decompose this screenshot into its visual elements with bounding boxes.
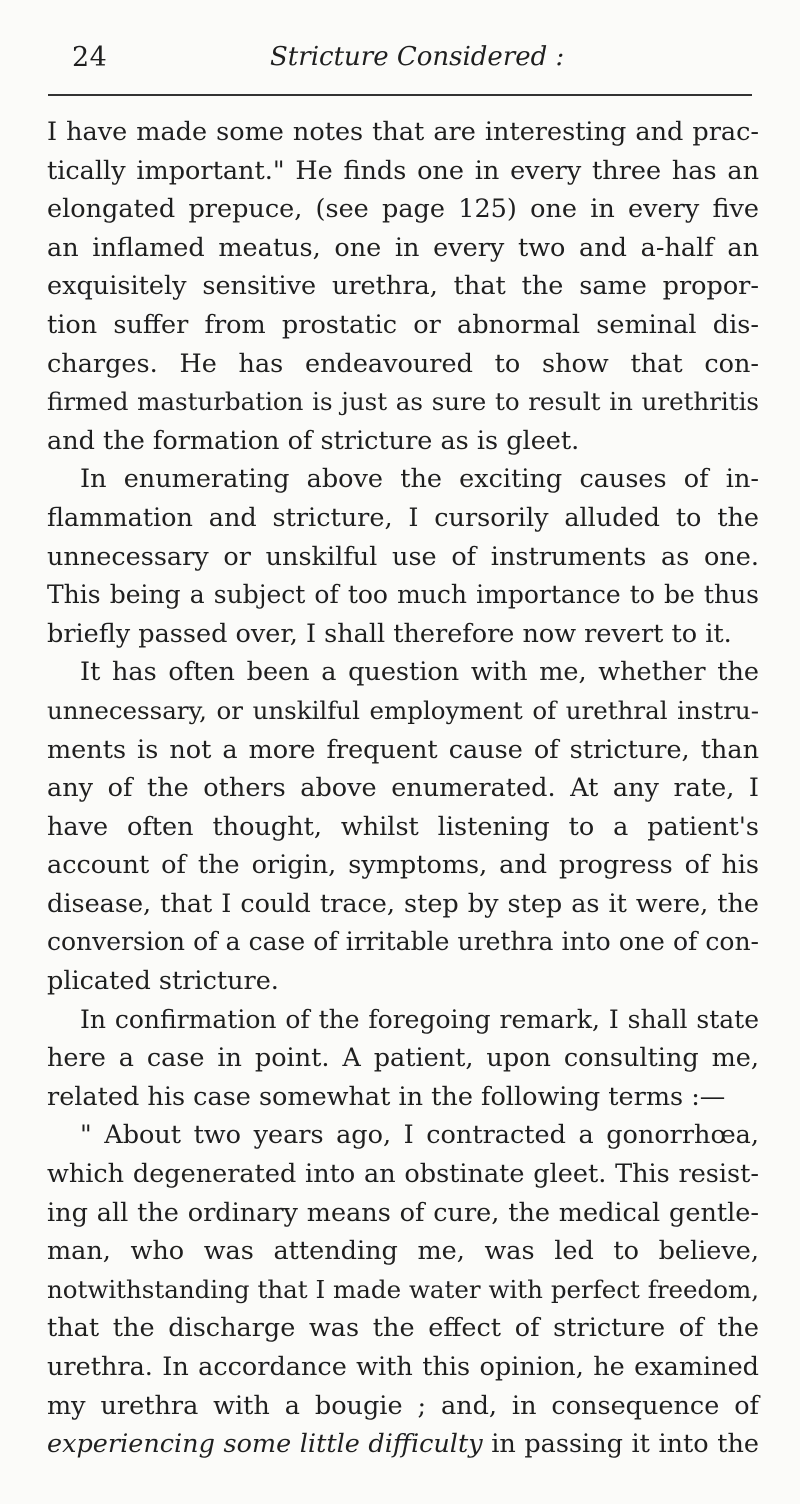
text-line: ments is not a more frequent cause of stricture, than bbox=[47, 734, 759, 765]
text-line: which degenerated into an obstinate gleet. This resist- bbox=[47, 1159, 759, 1190]
header-rule bbox=[48, 94, 752, 96]
text-line: my urethra with a bougie ; and, in consequence of bbox=[47, 1390, 759, 1421]
text-line: This being a subject of too much importance to be thus bbox=[47, 580, 759, 610]
text-line: briefly passed over, I shall therefore now revert to it. bbox=[47, 618, 732, 649]
text-line: elongated prepuce, (see page 125) one in every five bbox=[47, 194, 759, 225]
text-line: firmed masturbation is just as sure to result in urethritis bbox=[47, 387, 759, 417]
text-line: notwithstanding that I made water with perfect freedom, bbox=[47, 1274, 759, 1304]
text-line: flammation and stricture, I cursorily alluded to the bbox=[47, 502, 759, 533]
text-line: exquisitely sensitive urethra, that the same propor- bbox=[47, 271, 759, 302]
text-line: an inflamed meatus, one in every two and a-half an bbox=[47, 232, 759, 263]
page-number: 24 bbox=[72, 42, 108, 73]
text-line: man, who was attending me, was led to believe, bbox=[47, 1236, 759, 1267]
text-line: ing all the ordinary means of cure, the medical gentle- bbox=[47, 1197, 759, 1228]
body-text bbox=[47, 113, 759, 1464]
text-line: charges. He has endeavoured to show that con- bbox=[47, 348, 759, 379]
text-line: I have made some notes that are interesting and prac- bbox=[47, 117, 759, 147]
text-line: In confirmation of the foregoing remark, I shall state bbox=[80, 1004, 759, 1034]
page-header bbox=[48, 38, 754, 78]
text-line: It has often been a question with me, whether the bbox=[80, 657, 759, 688]
text-line: unnecessary or unskilful use of instruments as one. bbox=[47, 541, 759, 572]
italic-phrase: experiencing some little difficulty bbox=[47, 1429, 483, 1460]
text-line: plicated stricture. bbox=[47, 966, 279, 997]
text-line: unnecessary, or unskilful employment of urethral instru- bbox=[47, 695, 759, 725]
text-line: that the discharge was the effect of stricture of the bbox=[47, 1313, 759, 1344]
text-line: any of the others above enumerated. At any rate, I bbox=[47, 773, 759, 804]
text-line: " About two years ago, I contracted a gonorrhœa, bbox=[80, 1120, 759, 1151]
text-line: tion suffer from prostatic or abnormal seminal dis- bbox=[47, 309, 759, 340]
text-line: and the formation of stricture as is gleet. bbox=[47, 425, 580, 456]
text-line: disease, that I could trace, step by step as it were, the bbox=[47, 888, 759, 919]
text-line: In enumerating above the exciting causes of in- bbox=[80, 464, 759, 495]
text-line: here a case in point. A patient, upon consulting me, bbox=[47, 1043, 759, 1074]
running-title: Stricture Considered : bbox=[270, 42, 565, 72]
text-line: related his case somewhat in the following terms :— bbox=[47, 1081, 726, 1112]
text-line: urethra. In accordance with this opinion, he examined bbox=[47, 1352, 759, 1382]
final-line-rest: in passing it into the bbox=[482, 1429, 759, 1460]
text-line-final bbox=[47, 1425, 759, 1464]
text-line: conversion of a case of irritable urethra into one of con- bbox=[47, 927, 759, 957]
text-line: have often thought, whilst listening to a patient's bbox=[47, 811, 759, 842]
text-line: account of the origin, symptoms, and progress of his bbox=[47, 850, 759, 881]
text-line: tically important." He finds one in every three has an bbox=[47, 155, 759, 186]
